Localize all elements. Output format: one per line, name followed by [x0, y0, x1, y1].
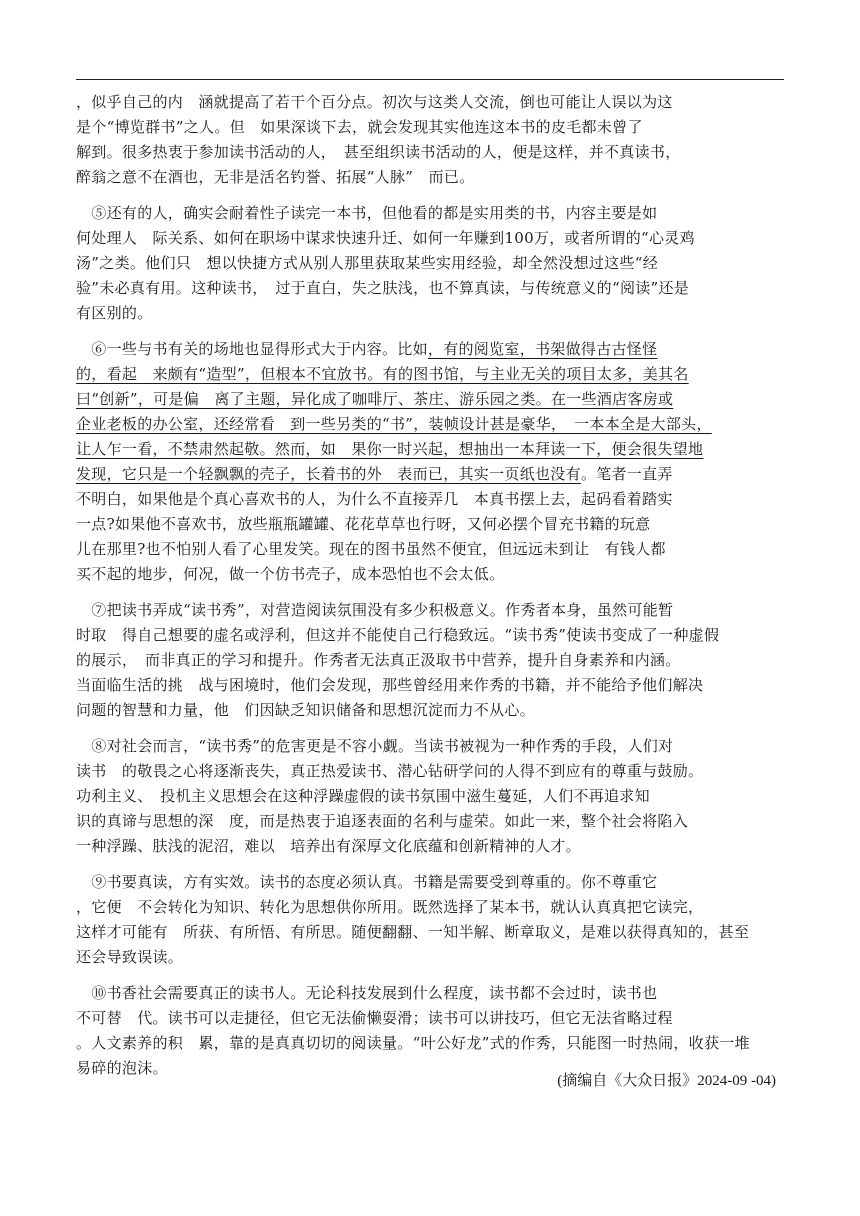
text-segment: 验”未必真有用。这种读书， 过于直白，失之肤浅，也不算真读，与传统意义的“阅读”还是 [76, 279, 690, 297]
source-citation: (摘编自《大众日报》2024-09 -04) [557, 1073, 776, 1089]
text-segment: 这样才可能有 所获、有所悟、有所思。随便翻翻、一知半解、断章取义，是难以获得真知的，甚至 [76, 923, 750, 941]
text-segment: ⑥一些与书有关的场地也显得形式大于内容。比如 [76, 340, 428, 358]
text-line [76, 759, 784, 784]
text-line [76, 623, 784, 648]
underlined-text: 企业老板的办公室，还经常看 到一些另类的“书”，装帧设计甚是豪华， 一本本全是大部头， [76, 415, 712, 433]
text-line [76, 276, 784, 301]
text-line [76, 462, 784, 487]
text-segment: ⑦把读书弄成“读书秀”，对营造阅读氛围没有多少积极意义。作秀者本身，虽然可能暂 [76, 601, 674, 619]
article-paragraph [76, 734, 784, 859]
text-line [76, 487, 784, 512]
text-segment: 的展示， 而非真正的学习和提升。作秀者无法真正汲取书中营养，提升自身素养和内涵。 [76, 651, 681, 669]
underlined-text: 。有的图书馆，与主业无关的项目太多，美其名 [367, 365, 689, 383]
text-line [76, 537, 784, 562]
text-segment: 有区别的。 [76, 304, 153, 322]
text-segment: 时取 得自己想要的虚名或浮利，但这并不能使自己行稳致远。“读书秀”使读书变成了一种虚假 [76, 626, 720, 644]
text-segment: ⑨书要真读，方有实效。读书的态度必须认真。书籍是需要受到尊重的。你不尊重它 [76, 873, 658, 891]
text-line [76, 412, 784, 437]
text-segment: 问题的智慧和力量，他 们因缺乏知识储备和思想沉淀而力不从心。 [76, 701, 536, 719]
text-segment: ，它便 不会转化为知识、转化为思想供你所用。既然选择了某本书，就认认真真把它读完， [76, 898, 704, 916]
text-segment: ⑩书香社会需要真正的读书人。无论科技发展到什么程度，读书都不会过时，读书也 [76, 984, 658, 1002]
text-segment: 易碎的泡沫。 [76, 1059, 168, 1077]
text-line [76, 834, 784, 859]
text-line [76, 165, 784, 190]
article-body [76, 90, 784, 1092]
article-paragraph [76, 870, 784, 970]
text-segment: 儿在那里?也不怕别人看了心里发笑。现在的图书虽然不便宜，但远远未到让 有钱人都 [76, 540, 666, 558]
text-segment: 不可替 代。读书可以走捷径，但它无法偷懒耍滑；读书可以讲技巧，但它无法省略过程 [76, 1009, 673, 1027]
text-line [76, 337, 784, 362]
text-segment: 汤”之类。他们只 想以快捷方式从别人那里获取某些实用经验，却全然没想过这些“经 [76, 254, 659, 272]
text-line [76, 1006, 784, 1031]
underlined-text: ，有的阅览室，书架做得古古怪怪 [427, 340, 658, 358]
text-segment: 。笔者一直弄 [580, 465, 673, 483]
text-line [76, 201, 784, 226]
text-segment: 买不起的地步，何况，做一个仿书壳子，成本恐怕也不会太低。 [76, 565, 505, 583]
article-paragraph [76, 201, 784, 326]
text-line [76, 512, 784, 537]
text-segment: 解到。很多热衷于参加读书活动的人， 甚至组织读书活动的人，便是这样，并不真读书， [76, 143, 681, 161]
text-line [76, 251, 784, 276]
text-segment: 还会导致误读。 [76, 948, 184, 966]
underlined-text: 曰“创新”，可是偏 离了主题，异化成了咖啡厅、茶庄、游乐园之类。在一些酒店客房或 [76, 390, 674, 408]
text-line [76, 301, 784, 326]
text-segment: 是个“博览群书”之人。但 如果深谈下去，就会发现其实他连这本书的皮毛都未曾了 [76, 118, 643, 136]
text-segment: ⑧对社会而言，“读书秀”的危害更是不容小觑。当读书被视为一种作秀的手段，人们对 [76, 737, 674, 755]
text-line [76, 387, 784, 412]
text-segment: 识的真谛与思想的深 度，而是热衷于追逐表面的名利与虚荣。如此一来，整个社会将陷入 [76, 812, 689, 830]
text-line [76, 1031, 784, 1056]
text-segment: 醉翁之意不在酒也，无非是活名钓誉、拓展“人脉” 而已。 [76, 168, 475, 186]
text-line [76, 920, 784, 945]
text-line [76, 562, 784, 587]
text-segment: 读书 的敬畏之心将逐渐丧失，真正热爱读书、潜心钻研学问的人得不到应有的尊重与鼓励。 [76, 762, 704, 780]
text-line [76, 115, 784, 140]
text-segment: 功利主义、 投机主义思想会在这种浮躁虚假的读书氛围中滋生蔓延，人们不再追求知 [76, 787, 650, 805]
text-line [76, 784, 784, 809]
text-line [76, 673, 784, 698]
text-line [76, 226, 784, 251]
top-divider [76, 79, 784, 80]
text-segment: ⑤还有的人，确实会耐着性子读完一本书，但他看的都是实用类的书，内容主要是如 [76, 204, 658, 222]
article-paragraph [76, 337, 784, 587]
text-segment: 何处理人 际关系、如何在职场中谋求快速升迁、如何一年赚到100万，或者所谓的“心灵鸡 [76, 229, 695, 247]
text-line [76, 598, 784, 623]
text-line [76, 895, 784, 920]
text-line [76, 362, 784, 387]
text-line [76, 870, 784, 895]
article-paragraph [76, 90, 784, 190]
text-line [76, 698, 784, 723]
text-segment: 当面临生活的挑 战与困境时，他们会发现，那些曾经用来作秀的书籍，并不能给予他们解决 [76, 676, 704, 694]
underlined-text: 让人乍一看，不禁肃然起敬。然而，如 果你一时兴起，想抽出一本拜读一下，便会很失望地 [76, 440, 704, 458]
underlined-text: 的，看起 来颇有“造型”，但根本不宜放书 [76, 365, 368, 383]
article-paragraph [76, 981, 784, 1081]
text-line [76, 437, 784, 462]
text-line [76, 945, 784, 970]
text-line [76, 90, 784, 115]
text-segment: 一点?如果他不喜欢书，放些瓶瓶罐罐、花花草草也行呀，又何必摆个冒充书籍的玩意 [76, 515, 651, 533]
text-segment: 。人文素养的积 累，靠的是真真切切的阅读量。“叶公好龙”式的作秀，只能图一时热闹，收获一堆 [76, 1034, 750, 1052]
text-segment: 一种浮躁、肤浅的泥沼，难以 培养出有深厚文化底蕴和创新精神的人才。 [76, 837, 581, 855]
text-segment: ，似乎自己的内 涵就提高了若干个百分点。初次与这类人交流，倒也可能让人误以为这 [76, 93, 673, 111]
text-line [76, 981, 784, 1006]
text-line [76, 140, 784, 165]
text-segment: 不明白，如果他是个真心喜欢书的人，为什么不直接弄几 本真书摆上去，起码看着踏实 [76, 490, 673, 508]
text-line [76, 648, 784, 673]
text-line [76, 809, 784, 834]
article-paragraph [76, 598, 784, 723]
text-line [76, 734, 784, 759]
underlined-text: 发现，它只是一个轻飘飘的壳子，长着书的外 表而已，其实一页纸也没有 [76, 465, 581, 483]
